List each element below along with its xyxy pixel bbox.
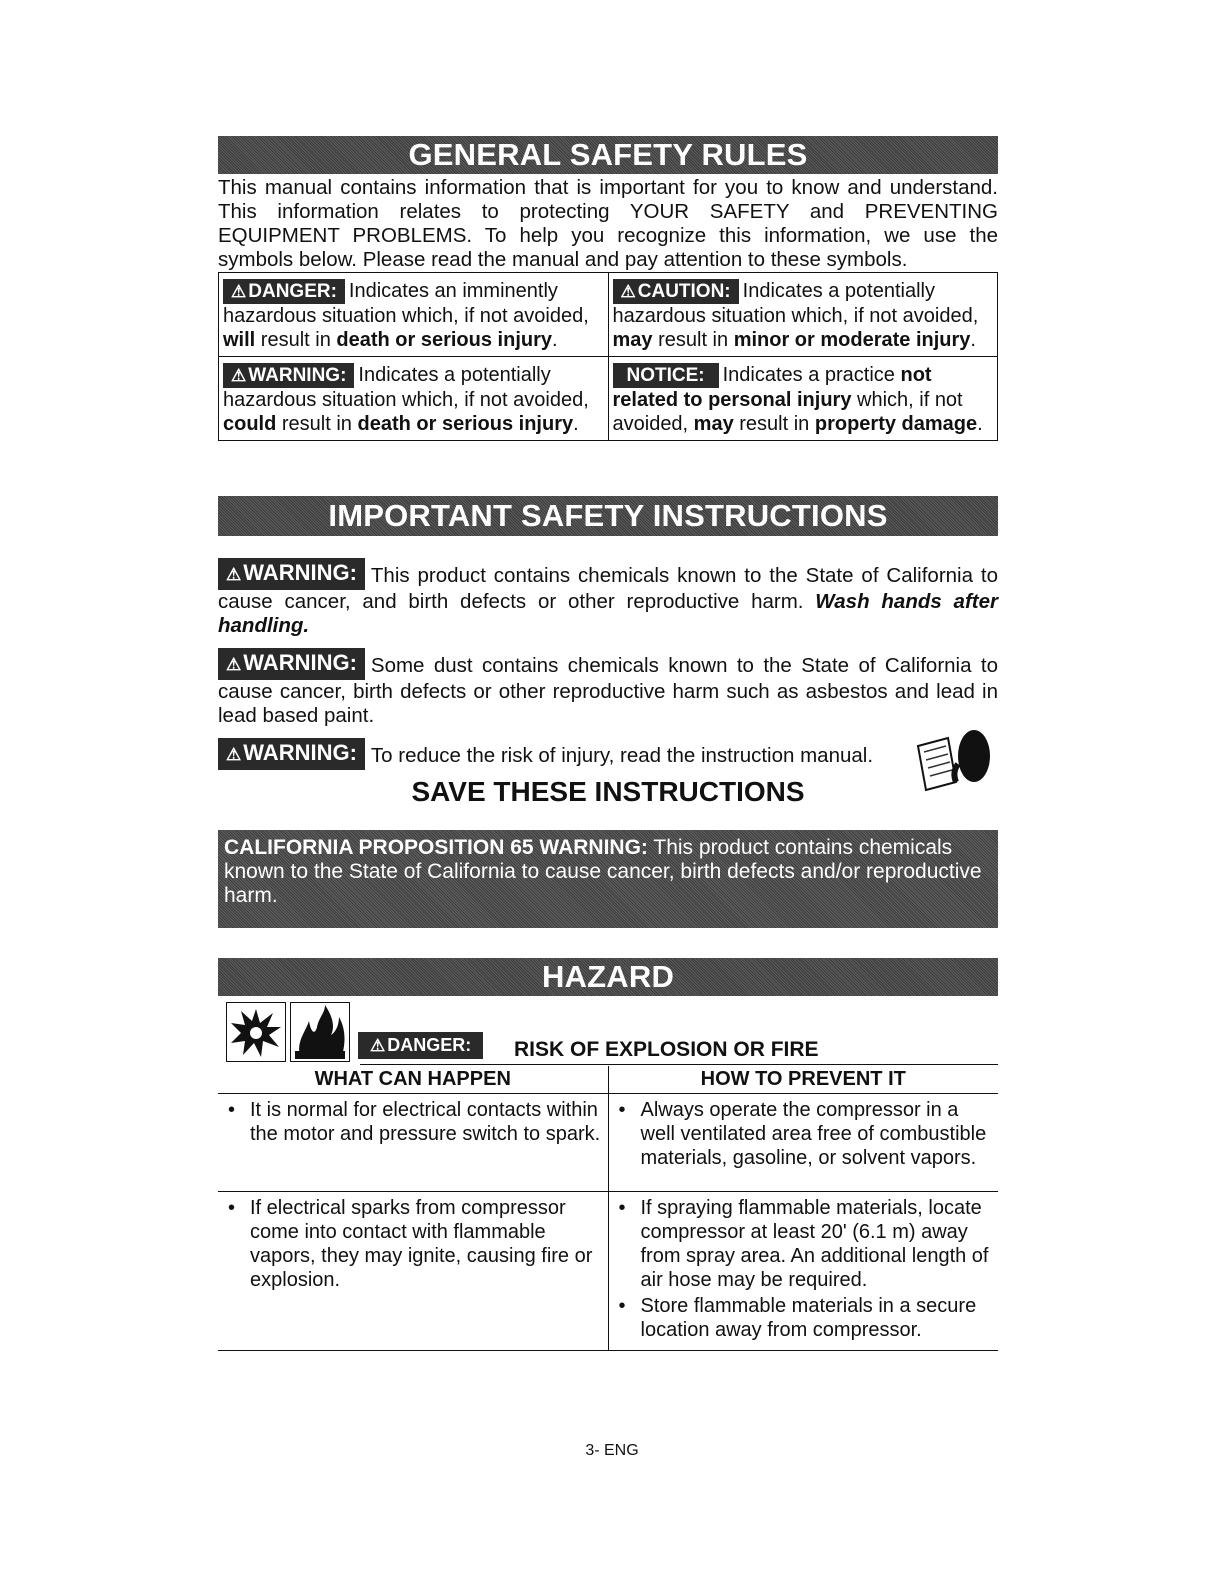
hazard-table [218,1066,998,1351]
alert-triangle-icon: ⚠ [620,282,636,301]
hazard-rule [360,1064,998,1065]
caution-definition: ⚠ CAUTION: Indicates a potentially hazardous situation which, if not avoided, may result in minor or moderate injury. [608,273,998,357]
risk-title: RISK OF EXPLOSION OR FIRE [514,1038,819,1061]
alert-triangle-icon: ⚠ [370,1036,386,1055]
list-item: • It is normal for electrical contacts within the motor and pressure switch to spark. [224,1098,602,1146]
fire-icon [290,1002,350,1062]
warning-chemicals: ⚠WARNING: This product contains chemicals known to the State of California to cause cancer, and birth defects or other reproductive harm. Wash hands after handling. [218,560,998,637]
warning-badge: ⚠WARNING: [218,648,365,680]
notice-badge: NOTICE: [613,363,719,388]
alert-triangle-icon: ⚠ [226,565,242,584]
alert-triangle-icon: ⚠ [231,366,247,385]
col-what-can-happen: WHAT CAN HAPPEN [218,1066,608,1094]
hazard-danger-badge-wrap [358,1032,487,1059]
list-item: • Always operate the compressor in a well ventilated area free of combustible materials, gasoline, or solvent vapors. [615,1098,993,1170]
warning-badge: ⚠ WARNING: [223,363,354,388]
alert-triangle-icon: ⚠ [231,282,247,301]
danger-definition: ⚠ DANGER: Indicates an imminently hazardous situation which, if not avoided, will result in death or serious injury. [219,273,609,357]
list-item: • Store flammable materials in a secure location away from compressor. [615,1294,993,1342]
alert-triangle-icon: ⚠ [226,655,242,674]
notice-definition: NOTICE: Indicates a practice not related to personal injury which, if not avoided, may result in property damage. [608,357,998,441]
warning-dust: ⚠WARNING: Some dust contains chemicals known to the State of California to cause cancer, birth defects or other reproductive harm such as asbestos and lead in lead based paint. [218,650,998,727]
save-instructions: SAVE THESE INSTRUCTIONS [411,776,805,807]
signal-words-table [218,272,998,441]
general-safety-rules-heading: GENERAL SAFETY RULES [218,136,998,174]
list-item: • If electrical sparks from compressor come into contact with flammable vapors, they may ignite, causing fire or explosion. [224,1196,602,1292]
alert-triangle-icon: ⚠ [226,745,242,764]
general-intro: This manual contains information that is important for you to know and understand. This information relates to protecting YOUR SAFETY and PREVENTING EQUIPMENT PROBLEMS. To help you recognize this information, we use the symbols below. Please read the manual and pay attention to these symbols. [218,176,998,271]
warning-badge: ⚠WARNING: [218,738,365,770]
warning-read-manual: ⚠WARNING: To reduce the risk of injury, read the instruction manual. [218,738,998,770]
table-row [218,1094,998,1192]
important-safety-instructions-heading: IMPORTANT SAFETY INSTRUCTIONS [218,496,998,536]
col-how-to-prevent: HOW TO PREVENT IT [608,1066,998,1094]
explosion-icon [226,1002,286,1062]
page-number: 3- ENG [585,1442,639,1459]
list-item: • If spraying flammable materials, locate compressor at least 20' (6.1 m) away from spray area. An additional length of air hose may be required. [615,1196,993,1292]
warning-badge: ⚠WARNING: [218,558,365,590]
hazard-heading: HAZARD [218,958,998,996]
caution-badge: ⚠ CAUTION: [613,279,739,304]
danger-badge: ⚠ DANGER: [223,279,345,304]
warning-definition: ⚠ WARNING: Indicates a potentially hazardous situation which, if not avoided, could result in death or serious injury. [219,357,609,441]
prop65-warning: CALIFORNIA PROPOSITION 65 WARNING: This product contains chemicals known to the State of California to cause cancer, birth defects and/or reproductive harm. [218,830,998,928]
danger-badge: ⚠ DANGER: [358,1032,483,1059]
table-row [218,1192,998,1351]
